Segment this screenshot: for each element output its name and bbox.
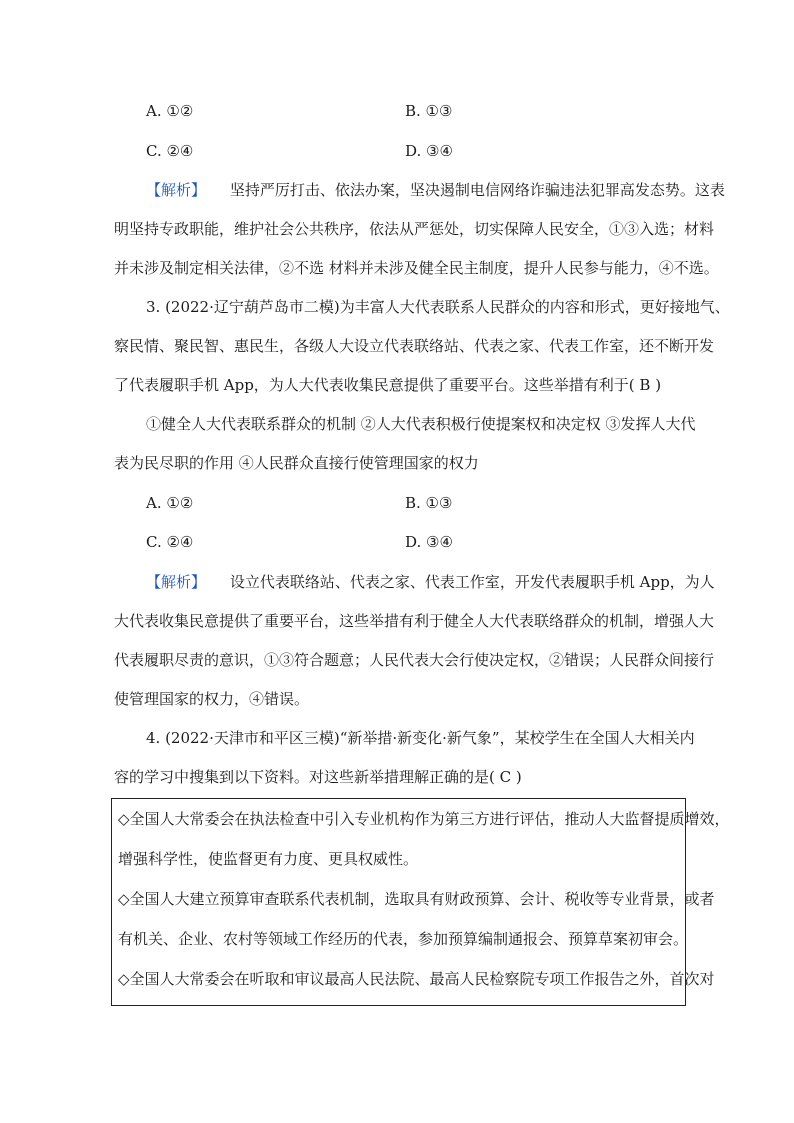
q3-analysis-line-3: 代表履职尽责的意识，①③符合题意；人民代表大会行使决定权，②错误；人民群众间接行 [114, 651, 715, 669]
q4-box-line-4: 有机关、企业、农村等领域工作经历的代表，参加预算编制通报会、预算草案初审会。 [118, 930, 689, 948]
q2-analysis-line-3: 并未涉及制定相关法律，②不选 材料并未涉及健全民主制度，提升人民参与能力，④不选。 [114, 259, 719, 277]
q3-stem-line-3: 了代表履职手机 App，为人大代表收集民意提供了重要平台。这些举措有利于( B ) [114, 376, 662, 394]
q4-stem-line-1: 4. (2022·天津市和平区三模)“新举措·新变化·新气象”，某校学生在全国人大相关内 [146, 729, 695, 747]
q2-option-b: B. ①③ [405, 102, 453, 120]
analysis-tag: 【解析】 [146, 181, 207, 199]
q3-items-line-1: ①健全人大代表联系群众的机制 ②人大代表积极行使提案权和决定权 ③发挥人大代 [146, 415, 696, 433]
q4-box-line-5: ◇全国人大常委会在听取和审议最高人民法院、最高人民检察院专项工作报告之外，首次对 [118, 970, 715, 988]
q2-analysis-line-2: 明坚持专政职能，维护社会公共秩序，依法从严惩处，切实保障人民安全，①③入选；材料 [114, 220, 715, 238]
q4-stem-line-2: 容的学习中搜集到以下资料。对这些新举措理解正确的是( C ) [114, 768, 522, 786]
q3-items-line-2: 表为民尽职的作用 ④人民群众直接行使管理国家的权力 [114, 454, 479, 472]
q3-stem-line-2: 察民情、聚民智、惠民生，各级人大设立代表联络站、代表之家、代表工作室，还不断开发 [114, 337, 715, 355]
q3-option-b: B. ①③ [405, 494, 453, 512]
q2-analysis-line-1: 【解析】 坚持严厉打击、依法办案，坚决遏制电信网络诈骗违法犯罪高发态势。这表 [146, 181, 725, 199]
q3-analysis-line-2: 大代表收集民意提供了重要平台，这些举措有利于健全人大代表联络群众的机制，增强人大 [114, 612, 715, 630]
q2-option-d: D. ③④ [405, 142, 453, 160]
q2-option-c: C. ②④ [146, 142, 194, 160]
q4-box-line-1: ◇全国人大常委会在执法检查中引入专业机构作为第三方进行评估，推动人大监督提质增效， [118, 810, 730, 828]
q4-box-line-2: 增强科学性，使监督更有力度、更具权威性。 [118, 850, 419, 868]
q3-option-a: A. ①② [146, 494, 194, 512]
q4-material-box [111, 798, 730, 1006]
analysis-tag: 【解析】 [146, 573, 207, 591]
q3-option-d: D. ③④ [405, 533, 453, 551]
q4-box-line-3: ◇全国人大建立预算审查联系代表机制，选取具有财政预算、会计、税收等专业背景，或者 [118, 890, 715, 908]
q2-option-a: A. ①② [146, 102, 194, 120]
q3-option-c: C. ②④ [146, 533, 194, 551]
q3-analysis-line-1: 【解析】 设立代表联络站、代表之家、代表工作室，开发代表履职手机 App，为人 [146, 573, 715, 591]
q3-stem-line-1: 3. (2022·辽宁葫芦岛市二模)为丰富人大代表联系人民群众的内容和形式，更好接地气、 [146, 298, 730, 316]
q3-analysis-line-4: 使管理国家的权力，④错误。 [114, 690, 310, 708]
